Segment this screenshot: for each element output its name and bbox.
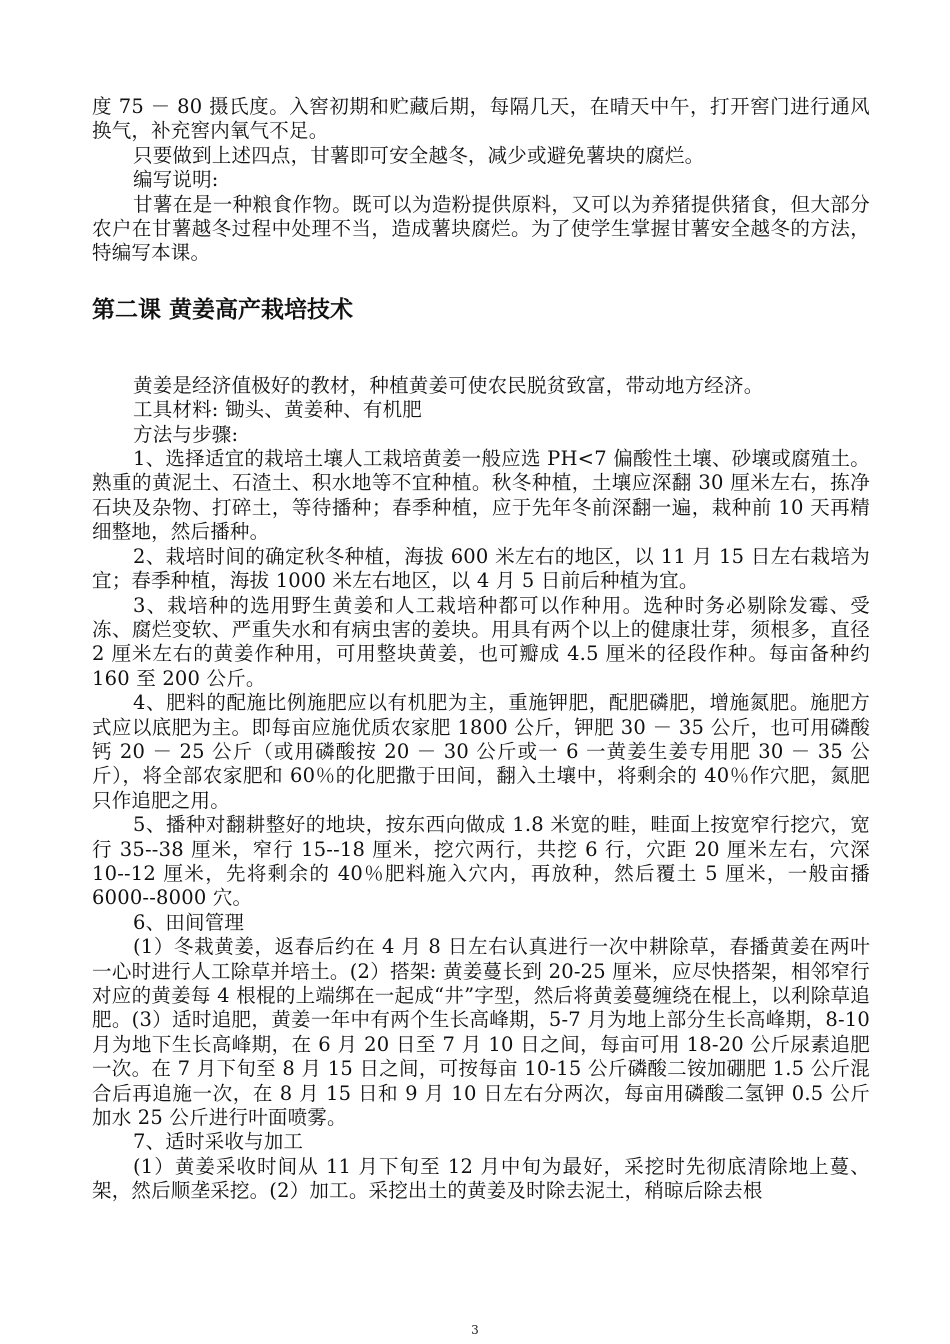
page-number: 3 (471, 1323, 479, 1337)
intro-note-heading: 编写说明: (133, 168, 219, 192)
lesson-method-heading: 方法与步骤: (133, 422, 239, 446)
intro-paragraph-1: 度 75 － 80 摄氏度。入窖初期和贮藏后期，每隔几天，在晴天中午，打开窖门进行通风换气，补充窖内氧气不足。 (92, 95, 870, 143)
lesson-step-6-heading: 6、田间管理 (133, 910, 245, 934)
lesson-step-5: 5、播种对翻耕整好的地块，按东西向做成 1.8 米宽的畦，畦面上按宽窄行挖穴，宽行 35--38 厘米，窄行 15--18 厘米，挖穴两行，共挖 6 行，穴距 20 厘米左右，穴深 10--12 厘米，先将剩余的 40％肥料施入穴内，再放种，然后覆土 5 厘米，一般亩播 6000--8000 穴。 (92, 813, 870, 910)
spacer (92, 325, 870, 374)
lesson-title: 第二课 黄姜高产栽培技术 (92, 296, 354, 323)
lesson-step-6-body: (1）冬栽黄姜，返春后约在 4 月 8 日左右认真进行一次中耕除草，春播黄姜在两叶一心时进行人工除草并培土。(2）搭架: 黄姜蔓长到 20-25 厘米，应尽快搭架，相邻窄行对应的黄姜每 4 根棍的上端绑在一起成“井”字型，然后将黄姜蔓缠绕在棍上，以利除草追肥。(3）适时追肥，黄姜一年中有两个生长高峰期，5-7 月为地上部分生长高峰期，8-10 月为地下生长高峰期，在 6 月 20 日至 7 月 10 日之间，每亩可用 18-20 公斤尿素追肥一次。在 7 月下旬至 8 月 15 日之间，可按每亩 10-15 公斤磷酸二铵加硼肥 1.5 公斤混合后再追施一次，在 8 月 15 日和 9 月 10 日左右分两次，每亩用磷酸二氢钾 0.5 公斤加水 25 公斤进行叶面喷雾。 (92, 935, 870, 1130)
lesson-step-3: 3、栽培种的选用野生黄姜和人工栽培种都可以作种用。选种时务必剔除发霉、受冻、腐烂变软、严重失水和有病虫害的姜块。用具有两个以上的健康壮芽，须根多，直径 2 厘米左右的黄姜作种用，可用整块黄姜，也可瓣成 4.5 厘米的径段作种。每亩备种约 160 至 200 公斤。 (92, 593, 870, 690)
lesson-step-2: 2、栽培时间的确定秋冬种植，海拔 600 米左右的地区，以 11 月 15 日左右栽培为宜；春季种植，海拔 1000 米左右地区，以 4 月 5 日前后种植为宜。 (92, 544, 870, 593)
lesson-step-1: 1、选择适宜的栽培土壤人工栽培黄姜一般应选 PH<7 偏酸性土壤、砂壤或腐殖土。熟重的黄泥土、石渣土、积水地等不宜种植。秋冬种植，土壤应深翻 30 厘米左右，拣净石块及杂物、打碎土，等待播种；春季种植，应于先年冬前深翻一遍，栽种前 10 天再精细整地，然后播种。 (92, 447, 870, 544)
intro-paragraph-3: 甘薯在是一种粮食作物。既可以为造粉提供原料，又可以为养猪提供猪食，但大部分农户在甘薯越冬过程中处理不当，造成薯块腐烂。为了使学生掌握甘薯安全越冬的方法，特编写本课。 (92, 192, 870, 265)
spacer (92, 266, 870, 295)
lesson-step-4: 4、肥料的配施比例施肥应以有机肥为主，重施钾肥，配肥磷肥，增施氮肥。施肥方式应以底肥为主。即每亩应施优质农家肥 1800 公斤，钾肥 30 － 35 公斤，也可用磷酸钙 20 － 25 公斤（或用磷酸按 20 － 30 公斤或一 6 一黄姜生姜专用肥 30 － 35 公斤），将全部农家肥和 60％的化肥撒于田间，翻入土壤中，将剩余的 40％作穴肥，氮肥只作追肥之用。 (92, 691, 870, 812)
lesson-step-7-heading: 7、适时采收与加工 (133, 1130, 304, 1154)
lesson-materials: 工具材料: 锄头、黄姜种、有机肥 (133, 398, 422, 422)
document-page (92, 95, 870, 1204)
lesson-step-7-body: (1）黄姜采收时间从 11 月下旬至 12 月中旬为最好，采挖时先彻底清除地上蔓、架，然后顺垄采挖。(2）加工。采挖出土的黄姜及时除去泥土，稍晾后除去根 (92, 1154, 870, 1203)
intro-paragraph-2: 只要做到上述四点，甘薯即可安全越冬，减少或避免薯块的腐烂。 (133, 143, 705, 167)
lesson-intro-paragraph: 黄姜是经济值极好的教材，种植黄姜可使农民脱贫致富，带动地方经济。 (133, 373, 764, 397)
